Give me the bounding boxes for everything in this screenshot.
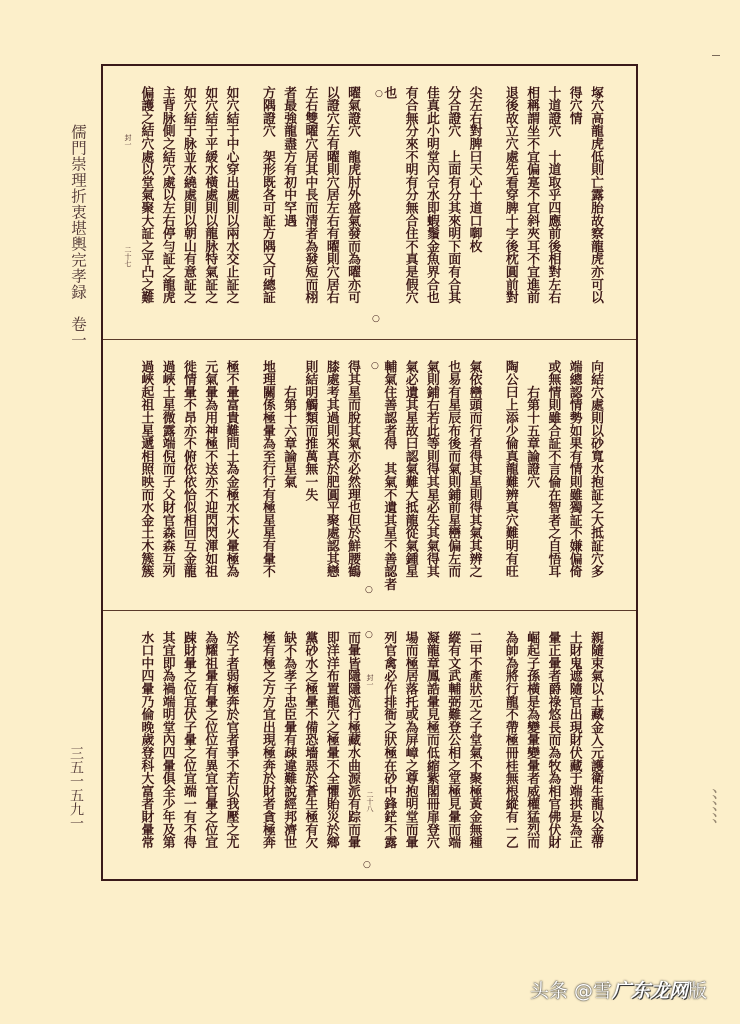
text-column: 氣依巒頭而行者得其星則得其氣其辨之 (466, 360, 482, 578)
text-column: 則結明觸類而推萬無一失 (302, 360, 318, 501)
text-column: 端總認情勢如果有情則雖獨証不嫌偏倚 (566, 360, 582, 578)
text-column: 於子者弱極奔於官者爭不若以我壓之尤 (223, 631, 239, 849)
paragraph-circle-mark: ○ (371, 361, 379, 371)
text-columns (135, 631, 606, 876)
text-column: 方隅證穴 架形既各可証方隅又可總証 (259, 86, 275, 304)
text-column: 膝處考其過則來真於肥圓平聚處認其戀 (323, 360, 339, 578)
page-number (67, 746, 85, 830)
watermark-logo: 广东龙网 (612, 980, 689, 1002)
text-column: 場而極居落托或為屏嶂之尊抱明堂而暈 (402, 631, 418, 849)
text-column: 也 (381, 86, 397, 99)
text-column: 如穴結于中心穿出處則以兩水交止証之 (223, 86, 239, 304)
text-column: 輔氣住善認者得 其氣不遺其星不善認者 (381, 360, 397, 591)
text-column: 也易有星辰布後而氣則鋪前星巒偏左而 (445, 360, 461, 578)
margin-tick-mark (712, 55, 720, 56)
text-column: 陶公曰上添少倫真龍難辨真穴難明有旺 (502, 360, 518, 578)
text-column: 尖左右對脾曰天心十道口啣枚 (466, 86, 482, 253)
text-column: 十道證穴 十道取乎四應前後相對左右 (545, 86, 561, 304)
folio-mark-top: 封一 (366, 674, 374, 688)
text-column: 水口中四暈乃倫晚歲登科大富者財暈常 (138, 631, 154, 849)
text-column: 即洋洋布置龍穴之極暈不全懼貽災於鄉 (323, 631, 339, 849)
text-column: 佳真此小明堂內合水即蝦鬚金魚界合也 (423, 86, 439, 304)
text-column: 缺不為孝子忠臣暈有疎違難說經邦濟世 (281, 631, 297, 849)
text-column: 偏護之結穴處以堂氣聚大証之平凸之難 (138, 86, 154, 304)
text-column: 氣則鋪右若此等則得其星必失其氣得其 (423, 360, 439, 578)
folio-mark-bottom: 二十八 (366, 791, 374, 812)
text-column: 向結穴處則以砂寬水抱証之大抵証穴多 (588, 360, 603, 578)
watermark (530, 976, 707, 1003)
text-column: 主背脉側之結穴處以左右停勻証之龍虎 (159, 86, 175, 304)
text-column: 得其星而脫其氣亦必然理也但於鮮腰鶴 (345, 360, 361, 578)
text-column: 凝龍章鳳誥暈見極而低縮紫閣冊扉登穴 (423, 631, 439, 849)
paragraph-circle-mark: ○ (372, 314, 380, 324)
text-column: 以證穴左有曜則穴居左右有曜則穴居右 (323, 86, 339, 304)
text-column: 二甲不產狀元之子堂氣不聚極黃金無種 (466, 631, 482, 849)
folio-mark-top: 封一 (124, 134, 132, 148)
text-column: 曜氣證穴 龍虎肘外盛氣發而為曜亦可 (345, 86, 361, 304)
text-column: 元氣暈為用神極不送亦不迎閃閃渾如祖 (202, 360, 218, 578)
text-column: 為耀祖暈有暈之位位有異宜官暈之位宜 (202, 631, 218, 849)
text-column: 而暈皆隱隱流行極藏水曲源派有踪而暈 (345, 631, 361, 849)
text-column: 右第十五章論證穴 (524, 360, 540, 488)
text-column: 有合無分來不明有分無合住不真是假穴 (402, 86, 418, 304)
text-column: 暈正暈者爵祿悠長而為牧為相官佛伏財 (545, 631, 561, 849)
text-column: 者最強龍盡方有初中罕遇 (281, 86, 297, 227)
text-column: 崛起子孫橫是為變暈變暈者威權猛烈而 (524, 631, 540, 849)
page-number-text: 三五一五九一 (68, 746, 84, 830)
watermark-suffix: 版 (688, 980, 708, 1002)
margin-scan-specks: ﹅﹅﹅﹅﹅﹅ (710, 788, 717, 824)
paragraph-circle-mark: ○ (365, 630, 373, 640)
page-frame (101, 64, 638, 881)
text-column: 土財鬼遮隨官出現財伏藏于端拱是為正 (566, 631, 582, 849)
text-columns (135, 360, 606, 605)
text-column: 踈財暈之位宜伏子暈之位宜端一有不得 (180, 631, 196, 849)
text-column: 氣必遺其星故曰認氣難大抵龍從氣鍾星 (402, 360, 418, 578)
text-column: 右第十六章論星氣 (281, 360, 297, 488)
text-column: 相稱謂坐不宜偏寔不宜斜夾耳不宜進前 (524, 86, 540, 304)
text-columns (135, 86, 606, 331)
section-1 (103, 66, 636, 337)
text-column: 得穴情 (566, 86, 582, 125)
text-column: 如穴結于脉並水繞處則以朝山有意証之 (180, 86, 196, 304)
folio-mark-bottom: 二十七 (124, 246, 132, 267)
text-column: 縱有文武輔弼難登公相之堂極見暈而端 (445, 631, 461, 849)
text-column: 或無情則雖合証不言倫在智者之自悟耳 (545, 360, 561, 578)
text-column: 左右雙曜穴居其中長而清者為發短而栩 (302, 86, 318, 304)
book-title-margin: 儒門崇理折衷堪輿完孝録 卷一 (69, 124, 87, 348)
text-column: 徙情暈不昂亦不俯依依恰似相回互金龍 (180, 360, 196, 578)
text-column: 分合證穴 上面有分其來明下面有合其 (445, 86, 461, 304)
paragraph-circle-mark: ○ (375, 89, 383, 99)
text-column: 過峽土星微露端倪而子父財官森森互列 (159, 360, 175, 578)
section-3 (103, 610, 636, 882)
text-column: 其宜即為禍端明堂內四暈俱全少年及第 (159, 631, 175, 849)
text-column: 黨砂水之極暈不備恐墻惡於蒼生極有欠 (302, 631, 318, 849)
text-column: 列官禽必作排衙之狀極在砂中鋒鋩不露 (381, 631, 397, 849)
text-column: 極有極之方方宜出現極奔於財者貪極奔 (259, 631, 275, 849)
text-column: 如穴結于平緩水橫處則以龍脉特氣証之 (202, 86, 218, 304)
watermark-prefix: 头条 @雪 (530, 980, 613, 1002)
text-column: 為帥為將行龍不帶極冊桂無根縱有一乙 (502, 631, 518, 849)
text-column: 極不暈富貴難問土為金極水木火暈極為 (223, 360, 239, 578)
text-column: 塚穴高龍虎低則亡露胎故察龍虎亦可以 (588, 86, 603, 304)
section-2 (103, 339, 636, 611)
paragraph-circle-mark: ○ (365, 585, 373, 595)
text-column: 退後故立穴處先看穿脾十字後枕圓前對 (502, 86, 518, 304)
text-column: 過峽起祖土星遞相照映而水金土木簇簇 (138, 360, 154, 578)
paragraph-circle-mark: ○ (363, 860, 371, 870)
text-column: 親隨束氣以土藏金入元護衛生龍以金帶 (588, 631, 603, 849)
text-column: 地理關係極暈為至行行有極星星有暈不 (259, 360, 275, 578)
